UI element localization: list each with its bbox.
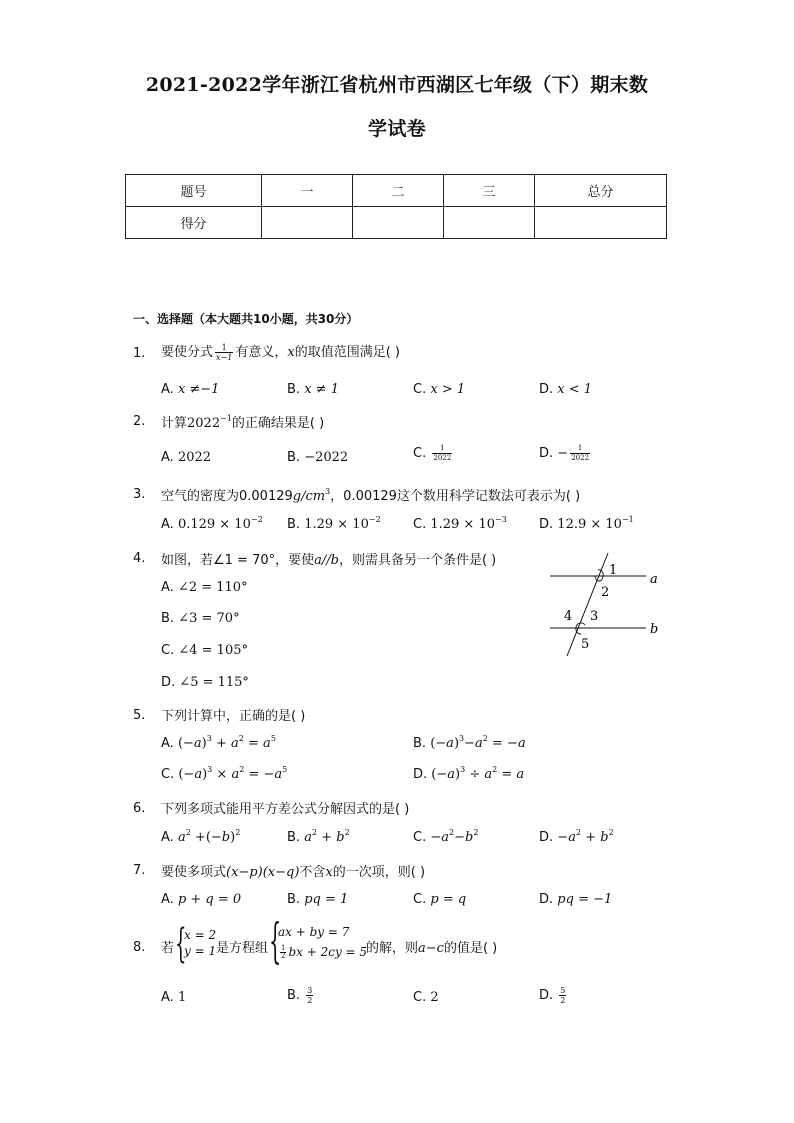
solution-system: x = 2 y = 1 [184,928,217,958]
question-number: 1. [133,346,146,361]
score-header-cell: 总分 [535,175,667,207]
option-d[interactable]: D. $-a^2 + b^2$ [539,828,614,845]
option-a[interactable]: A. $(-a)^3 + a^2 = a^5$ [161,734,276,751]
option-a[interactable]: A. ∠2 = 110° [161,580,248,595]
line-label: b [650,622,659,637]
question-number: 5. [133,708,146,723]
option-d[interactable]: D. $\frac{5}{2}$ [539,986,566,1005]
option-d[interactable]: D. $(-a)^3 \div a^2 = a$ [413,765,525,782]
document-title-line2: 学试卷 [368,118,426,140]
score-table-header-row [126,175,667,207]
option-c[interactable]: C. p = q [413,892,467,907]
question-number: 2. [133,414,146,429]
question-number: 4. [133,551,146,566]
question-5-stem: 下列计算中，正确的是( ) [161,709,306,724]
question-number: 8. [133,940,146,955]
option-c[interactable]: C. $-a^2-b^2$ [413,828,479,845]
option-b[interactable]: B. $a^2 + b^2$ [287,828,350,845]
option-d[interactable]: D. − $\frac{1}{2022}$ [539,444,590,462]
score-cell [262,207,353,239]
question-8-text-c: 的解，则a−c的值是( ) [366,941,498,956]
option-c[interactable]: C. $(-a)^3 \times a^2 = -a^5$ [161,765,288,782]
option-a[interactable]: A. 2022 [161,450,212,465]
question-4-stem: 如图，若∠1 = 70°，要使a//b，则需具备另一个条件是( ) [161,553,497,568]
score-cell [535,207,667,239]
angle-label: 1 [609,563,618,578]
option-b[interactable]: B. ∠3 = 70° [161,611,240,626]
score-header-cell: 二 [353,175,444,207]
angle-arc [576,628,581,634]
option-b[interactable]: B. −2022 [287,450,349,465]
option-c[interactable]: C. $\frac{1}{2022}$ [413,444,452,462]
question-number: 3. [133,487,146,502]
section-heading: 一、选择题（本大题共10小题，共30分） [133,312,359,326]
option-b[interactable]: B. $\frac{3}{2}$ [287,986,313,1005]
option-a[interactable]: A. $a^2 +(-b)^2$ [161,828,241,845]
option-b[interactable]: B. x ≠ 1 [287,382,339,397]
option-c[interactable]: C. ∠4 = 105° [161,643,248,658]
angle-label: 3 [590,609,599,624]
document-title-line1: 2021-2022学年浙江省杭州市西湖区七年级（下）期末数 [145,74,649,96]
option-d[interactable]: D. $12.9 \times 10^{-1}$ [539,515,634,532]
option-d[interactable]: D. ∠5 = 115° [161,675,249,690]
angle-arc [576,623,585,628]
question-1-stem: 要使分式 $\frac{1}{x-1}$ 有意义，x的取值范围满足( ) [161,343,400,362]
option-a[interactable]: A. $0.129 \times 10^{-2}$ [161,515,263,532]
score-table [125,174,667,239]
angle-label: 4 [564,609,573,624]
fraction: $\frac{1}{x-1}$ [216,343,233,362]
angle-label: 5 [581,637,590,652]
score-header-cell: 三 [444,175,535,207]
option-d[interactable]: D. x < 1 [539,382,593,397]
option-b[interactable]: B. $1.29 \times 10^{-2}$ [287,515,381,532]
parallel-lines-figure [548,550,668,660]
question-7-stem: 要使多项式(x−p)(x−q)不含x的一次项，则( ) [161,865,426,880]
line-label: a [650,572,658,587]
option-b[interactable]: B. $(-a)^3-a^2 = -a$ [413,734,526,751]
angle-label: 2 [601,585,610,600]
question-8-text-a: 若 [161,941,175,956]
score-row-label: 得分 [126,207,262,239]
q1-text: 要使分式 [161,345,214,360]
question-number: 7. [133,863,146,878]
option-a[interactable]: A. 1 [161,990,187,1005]
left-brace: { [269,913,282,969]
option-c[interactable]: C. x > 1 [413,382,466,397]
option-d[interactable]: D. pq = −1 [539,892,613,907]
score-cell [353,207,444,239]
left-brace: { [175,921,187,967]
question-8-text-b: 是方程组 [216,941,269,956]
option-a[interactable]: A. x ≠−1 [161,382,220,397]
question-3-stem: 空气的密度为$0.00129g/cm^3$，0.00129这个数用科学记数法可表示为( ) [161,487,581,504]
question-2-stem: 计算$2022^{-1}$的正确结果是( ) [161,414,325,431]
option-b[interactable]: B. pq = 1 [287,892,349,907]
score-table-score-row [126,207,667,239]
score-header-cell: 题号 [126,175,262,207]
option-c[interactable]: C. 2 [413,990,439,1005]
score-header-cell: 一 [262,175,353,207]
question-6-stem: 下列多项式能用平方差公式分解因式的是( ) [161,802,410,817]
question-number: 6. [133,801,146,816]
option-c[interactable]: C. $1.29 \times 10^{-3}$ [413,515,507,532]
option-a[interactable]: A. p + q = 0 [161,892,242,907]
score-cell [444,207,535,239]
equation-system: ax + by = 7 $\frac{1}{2}$ bx + 2cy = 5 [278,925,368,960]
